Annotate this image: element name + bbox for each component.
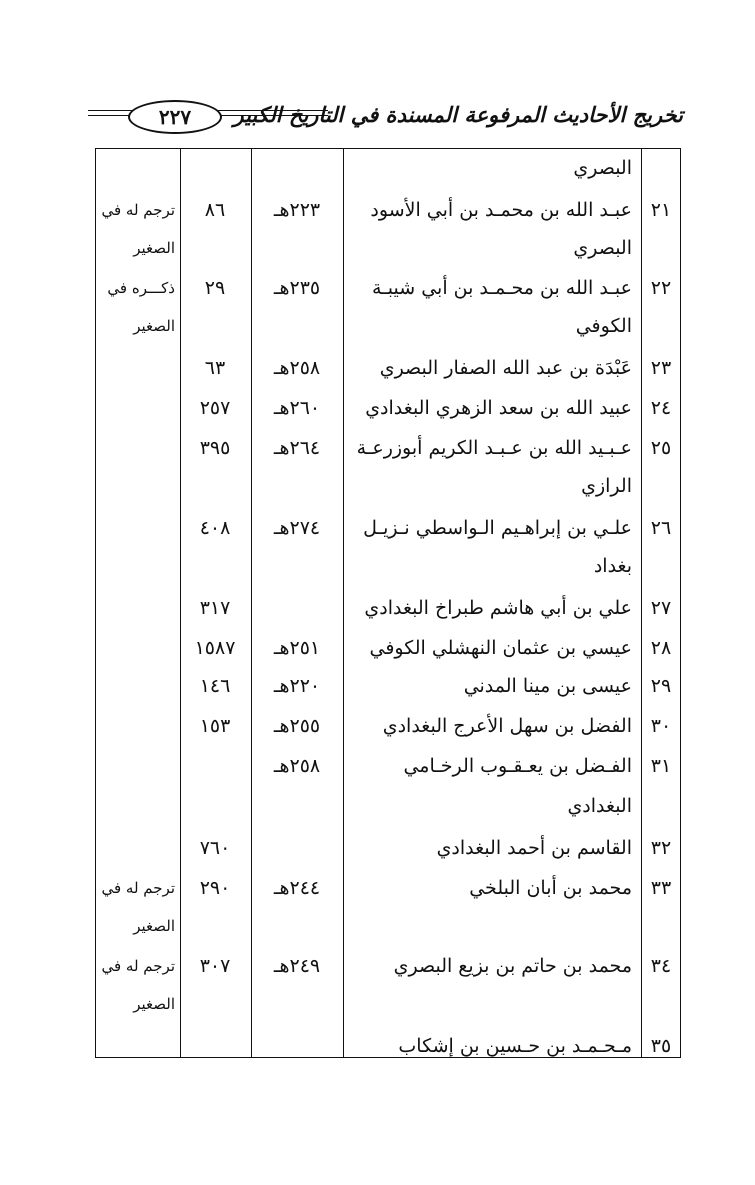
- reference-number: ٨٦: [204, 199, 226, 221]
- reference-number: ٢٩: [204, 277, 226, 299]
- entry-number: ٢٤: [650, 397, 672, 419]
- note-text: ترجم له في: [101, 879, 175, 897]
- narrator-name: محمد بن أبان البلخي: [469, 877, 632, 899]
- narrator-name: الفـضل بن يعـقـوب الرخـامي: [403, 755, 632, 777]
- reference-number: ٣٠٧: [199, 955, 231, 977]
- narrator-name: علـي بن إبراهـيم الـواسطي نـزيـل: [363, 517, 632, 539]
- narrator-name: عبـد الله بن محـمـد بن أبي شيبـة: [372, 277, 632, 299]
- narrator-name: البغدادي: [567, 795, 632, 817]
- reference-number: ١٤٦: [199, 675, 231, 697]
- narrator-name: الكوفي: [575, 315, 632, 337]
- death-date: ٢٣٥هـ: [273, 277, 321, 299]
- entry-number: ٣٢: [650, 837, 672, 859]
- narrator-name: القاسم بن أحمد البغدادي: [436, 837, 632, 859]
- reference-number: ٢٥٧: [199, 397, 231, 419]
- death-date: ٢٤٩هـ: [273, 955, 321, 977]
- entry-number: ٢٩: [650, 675, 672, 697]
- note-text: ذكـــره في: [107, 279, 175, 297]
- narrator-name: عبـد الله بن محمـد بن أبي الأسود: [370, 199, 632, 221]
- death-date: ٢٥٥هـ: [273, 715, 321, 737]
- note-text: ترجم له في: [101, 957, 175, 975]
- note-text: الصغير: [133, 239, 175, 257]
- entry-number: ٣٤: [650, 955, 672, 977]
- reference-number: ٣١٧: [199, 597, 231, 619]
- note-text: الصغير: [133, 317, 175, 335]
- narrator-name: علي بن أبي هاشم طبراخ البغدادي: [364, 597, 632, 619]
- reference-number: ٢٩٠: [199, 877, 231, 899]
- death-date: ٢٥٨هـ: [273, 755, 321, 777]
- narrator-name: البصري: [573, 237, 632, 259]
- entry-number: ٢١: [650, 199, 672, 221]
- entry-number: ٢٧: [650, 597, 672, 619]
- death-date: ٢٦٤هـ: [273, 437, 321, 459]
- entry-number: ٢٥: [650, 437, 672, 459]
- narrator-name: الرازي: [581, 475, 632, 497]
- entry-number: ٢٨: [650, 637, 672, 659]
- entry-number: ٣٠: [650, 715, 672, 737]
- narrator-name: البصري: [573, 157, 632, 179]
- book-title: تخريج الأحاديث المرفوعة المسندة في التاريخ الكبير: [233, 102, 683, 127]
- narrator-name: عَبْدَة بن عبد الله الصفار البصري: [379, 357, 632, 379]
- narrator-name: بغداد: [593, 555, 632, 577]
- running-header: [88, 100, 683, 138]
- reference-number: ٣٩٥: [199, 437, 231, 459]
- note-text: الصغير: [133, 995, 175, 1013]
- narrator-name: عـبـيد الله بن عـبـد الكريم أبوزرعـة: [356, 437, 632, 459]
- narrator-name: الفضل بن سهل الأعرج البغدادي: [382, 715, 632, 737]
- death-date: ٢٧٤هـ: [273, 517, 321, 539]
- entry-number: ٣٣: [650, 877, 672, 899]
- page-number: ٢٢٧: [128, 100, 222, 134]
- reference-number: ١٥٣: [199, 715, 231, 737]
- entry-number: ٢٣: [650, 357, 672, 379]
- reference-number: ٧٦٠: [199, 837, 231, 859]
- entry-number: ٢٦: [650, 517, 672, 539]
- column-divider: [343, 149, 344, 1057]
- narrator-name: عبيد الله بن سعد الزهري البغدادي: [365, 397, 632, 419]
- narrator-name: محمد بن حاتم بن بزيع البصري: [393, 955, 632, 977]
- entry-number: ٣٥: [650, 1035, 672, 1057]
- narrator-name: عيسى بن مينا المدني: [463, 675, 632, 697]
- reference-number: ٦٣: [204, 357, 226, 379]
- death-date: ٢٢٠هـ: [273, 675, 321, 697]
- narrators-table: [95, 148, 681, 1058]
- death-date: ٢٢٣هـ: [273, 199, 321, 221]
- entry-number: ٢٢: [650, 277, 672, 299]
- narrator-name: عيسي بن عثمان النهشلي الكوفي: [369, 637, 632, 659]
- reference-number: ٤٠٨: [199, 517, 231, 539]
- narrator-name: مـحـمـد بن حـسين بن إشكاب: [398, 1035, 632, 1057]
- note-text: ترجم له في: [101, 201, 175, 219]
- death-date: ٢٥١هـ: [273, 637, 321, 659]
- death-date: ٢٦٠هـ: [273, 397, 321, 419]
- note-text: الصغير: [133, 917, 175, 935]
- reference-number: ١٥٨٧: [194, 637, 236, 659]
- death-date: ٢٥٨هـ: [273, 357, 321, 379]
- entry-number: ٣١: [650, 755, 672, 777]
- death-date: ٢٤٤هـ: [273, 877, 321, 899]
